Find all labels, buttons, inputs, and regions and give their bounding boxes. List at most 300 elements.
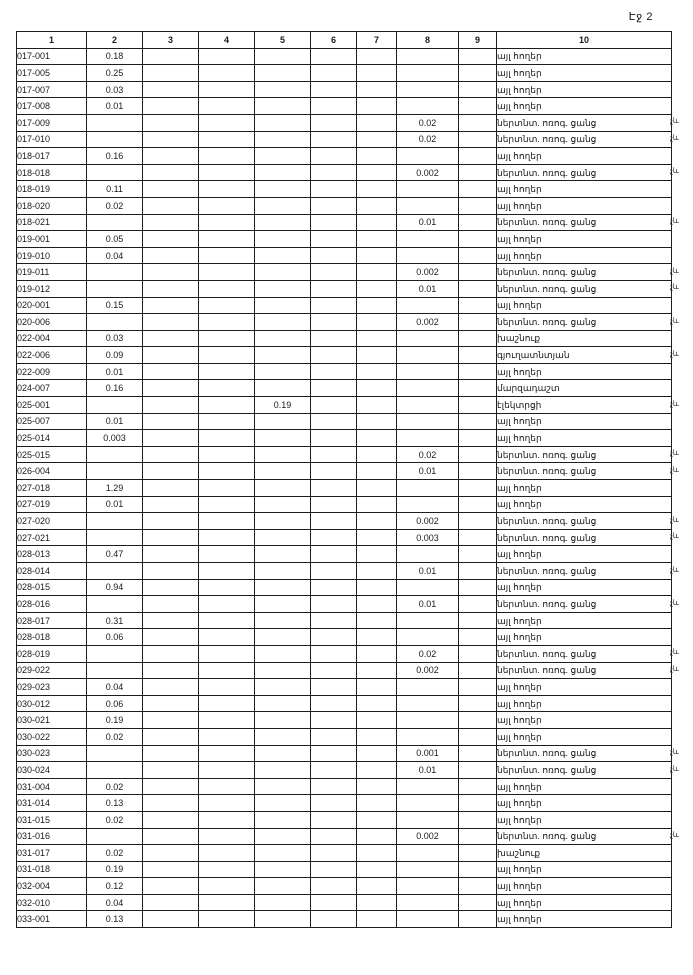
- cell-col8: 0.01: [397, 463, 459, 480]
- cell-landuse-name: այլ հողեր: [497, 81, 672, 98]
- cell-col7: [357, 894, 397, 911]
- cell-code: 025-015: [17, 446, 87, 463]
- cell-code: 022-009: [17, 363, 87, 380]
- table-row: [17, 131, 672, 148]
- cell-col3: [143, 563, 199, 580]
- cell-code: 027-021: [17, 529, 87, 546]
- cell-col5: [255, 264, 311, 281]
- cell-col7: [357, 380, 397, 397]
- cell-col4: [199, 430, 255, 447]
- cell-col7: [357, 679, 397, 696]
- cell-col5: [255, 164, 311, 181]
- table-row: [17, 778, 672, 795]
- cell-landuse-name: խաշնուք: [497, 330, 672, 347]
- cell-col5: [255, 148, 311, 165]
- cell-col6: [311, 397, 357, 414]
- cell-code: 017-005: [17, 65, 87, 82]
- cell-landuse-name: ներտնտ. ոռոգ. ցանց: [497, 596, 672, 613]
- cell-col2: 0.02: [87, 728, 143, 745]
- cell-col4: [199, 413, 255, 430]
- cell-col2: 0.13: [87, 911, 143, 928]
- cell-col5: [255, 596, 311, 613]
- cell-col9: [459, 380, 497, 397]
- cell-col7: [357, 612, 397, 629]
- cell-col9: [459, 762, 497, 779]
- cell-col9: [459, 513, 497, 530]
- cell-col6: [311, 579, 357, 596]
- table-row: [17, 811, 672, 828]
- cell-landuse-name: այլ հողեր: [497, 297, 672, 314]
- cell-landuse-name: այլ հողեր: [497, 811, 672, 828]
- cell-col3: [143, 762, 199, 779]
- cell-col9: [459, 728, 497, 745]
- cell-col6: [311, 795, 357, 812]
- cell-landuse-name: ներտնտ. ոռոգ. ցանց: [497, 446, 672, 463]
- cell-col4: [199, 280, 255, 297]
- cell-col8: [397, 81, 459, 98]
- cell-col7: [357, 596, 397, 613]
- cell-landuse-name: ներտնտ. ոռոգ. ցանց: [497, 314, 672, 331]
- cell-landuse-name: այլ հողեր: [497, 231, 672, 248]
- cell-col7: [357, 164, 397, 181]
- table-row: [17, 645, 672, 662]
- cell-col7: [357, 280, 397, 297]
- cell-col3: [143, 81, 199, 98]
- cell-col6: [311, 197, 357, 214]
- table-header-row: [17, 32, 672, 49]
- cell-col8: 0.002: [397, 828, 459, 845]
- cell-code: 018-020: [17, 197, 87, 214]
- cell-col5: [255, 645, 311, 662]
- cell-col5: [255, 861, 311, 878]
- cell-col5: [255, 546, 311, 563]
- cell-col3: [143, 579, 199, 596]
- cell-col2: 0.47: [87, 546, 143, 563]
- cell-col2: 0.19: [87, 712, 143, 729]
- cell-col8: 0.01: [397, 563, 459, 580]
- cell-col5: [255, 347, 311, 364]
- margin-note: չև: [670, 133, 679, 143]
- cell-col7: [357, 662, 397, 679]
- cell-col2: [87, 164, 143, 181]
- cell-col2: [87, 397, 143, 414]
- cell-col6: [311, 878, 357, 895]
- cell-col5: [255, 745, 311, 762]
- cell-landuse-name: այլ հողեր: [497, 695, 672, 712]
- cell-col9: [459, 181, 497, 198]
- cell-col3: [143, 811, 199, 828]
- cell-col9: [459, 363, 497, 380]
- cell-code: 030-021: [17, 712, 87, 729]
- cell-col2: [87, 645, 143, 662]
- cell-col4: [199, 712, 255, 729]
- cell-code: 032-004: [17, 878, 87, 895]
- cell-col4: [199, 546, 255, 563]
- cell-col6: [311, 363, 357, 380]
- cell-col8: 0.002: [397, 164, 459, 181]
- cell-col8: [397, 811, 459, 828]
- cell-code: 030-023: [17, 745, 87, 762]
- table-row: [17, 98, 672, 115]
- cell-col9: [459, 330, 497, 347]
- table-row: [17, 695, 672, 712]
- cell-col4: [199, 81, 255, 98]
- cell-col5: [255, 911, 311, 928]
- table-row: [17, 164, 672, 181]
- cell-col6: [311, 695, 357, 712]
- cell-col4: [199, 181, 255, 198]
- cell-col7: [357, 397, 397, 414]
- cell-col6: [311, 413, 357, 430]
- cell-col8: [397, 48, 459, 65]
- cell-col4: [199, 811, 255, 828]
- cell-landuse-name: ներտնտ. ոռոգ. ցանց: [497, 662, 672, 679]
- cell-col4: [199, 529, 255, 546]
- cell-landuse-name: այլ հողեր: [497, 911, 672, 928]
- table-row: [17, 579, 672, 596]
- cell-col9: [459, 48, 497, 65]
- cell-col7: [357, 197, 397, 214]
- cell-code: 019-010: [17, 247, 87, 264]
- cell-col4: [199, 347, 255, 364]
- cell-col4: [199, 745, 255, 762]
- cell-col6: [311, 81, 357, 98]
- cell-col4: [199, 845, 255, 862]
- margin-note: չև: [670, 763, 679, 773]
- cell-col5: [255, 778, 311, 795]
- cell-col9: [459, 712, 497, 729]
- cell-landuse-name: խաշնուք: [497, 845, 672, 862]
- cell-code: 030-022: [17, 728, 87, 745]
- cell-col4: [199, 662, 255, 679]
- cell-landuse-name: այլ հողեր: [497, 894, 672, 911]
- cell-col5: [255, 446, 311, 463]
- table-row: [17, 596, 672, 613]
- cell-col2: [87, 446, 143, 463]
- cell-col2: [87, 529, 143, 546]
- margin-note: չև: [670, 647, 679, 657]
- cell-col8: 0.02: [397, 114, 459, 131]
- cell-col9: [459, 297, 497, 314]
- cell-col3: [143, 231, 199, 248]
- cell-col6: [311, 446, 357, 463]
- cell-col4: [199, 131, 255, 148]
- cell-col7: [357, 131, 397, 148]
- cell-col5: [255, 662, 311, 679]
- cell-col6: [311, 911, 357, 928]
- cell-col2: 0.01: [87, 496, 143, 513]
- table-row: [17, 314, 672, 331]
- cell-code: 019-001: [17, 231, 87, 248]
- cell-col4: [199, 164, 255, 181]
- cell-col3: [143, 695, 199, 712]
- cell-col7: [357, 563, 397, 580]
- cell-landuse-name: այլ հողեր: [497, 795, 672, 812]
- cell-landuse-name: էլեկտրցի: [497, 397, 672, 414]
- cell-col4: [199, 911, 255, 928]
- cell-col9: [459, 828, 497, 845]
- cell-code: 028-019: [17, 645, 87, 662]
- cell-col2: [87, 280, 143, 297]
- cell-col6: [311, 596, 357, 613]
- cell-col9: [459, 65, 497, 82]
- cell-col2: 0.16: [87, 380, 143, 397]
- cell-col2: 0.15: [87, 297, 143, 314]
- cell-col5: [255, 297, 311, 314]
- column-header-3: 3: [143, 32, 199, 49]
- cell-code: 031-014: [17, 795, 87, 812]
- margin-note: չև: [670, 265, 679, 275]
- cell-code: 025-007: [17, 413, 87, 430]
- cell-col6: [311, 728, 357, 745]
- cell-col3: [143, 745, 199, 762]
- cell-col2: 0.25: [87, 65, 143, 82]
- cell-col4: [199, 563, 255, 580]
- cell-code: 029-023: [17, 679, 87, 696]
- cell-col5: [255, 728, 311, 745]
- cell-col2: 0.94: [87, 579, 143, 596]
- cell-col8: [397, 546, 459, 563]
- table-row: [17, 363, 672, 380]
- cell-col5: [255, 762, 311, 779]
- cell-col5: [255, 131, 311, 148]
- cell-col6: [311, 330, 357, 347]
- cell-landuse-name: ներտնտ. ոռոգ. ցանց: [497, 513, 672, 530]
- column-header-2: 2: [87, 32, 143, 49]
- cell-col3: [143, 845, 199, 862]
- cell-landuse-name: ներտնտ. ոռոգ. ցանց: [497, 762, 672, 779]
- cell-code: 027-018: [17, 480, 87, 497]
- cell-code: 019-011: [17, 264, 87, 281]
- cell-col2: 0.02: [87, 778, 143, 795]
- cell-col8: [397, 430, 459, 447]
- cell-code: 029-022: [17, 662, 87, 679]
- cell-col4: [199, 264, 255, 281]
- margin-note: չև: [670, 464, 679, 474]
- cell-landuse-name: այլ հողեր: [497, 480, 672, 497]
- cell-col6: [311, 811, 357, 828]
- cell-col6: [311, 463, 357, 480]
- cell-col8: 0.01: [397, 280, 459, 297]
- cell-col7: [357, 463, 397, 480]
- cell-code: 022-004: [17, 330, 87, 347]
- cell-col7: [357, 98, 397, 115]
- cell-col7: [357, 529, 397, 546]
- table-row: [17, 413, 672, 430]
- cell-col7: [357, 413, 397, 430]
- cell-col5: 0.19: [255, 397, 311, 414]
- table-row: [17, 513, 672, 530]
- cell-col4: [199, 65, 255, 82]
- cell-col3: [143, 662, 199, 679]
- cell-col5: [255, 679, 311, 696]
- table-row: [17, 480, 672, 497]
- cell-col4: [199, 629, 255, 646]
- cell-col7: [357, 645, 397, 662]
- cell-col2: [87, 513, 143, 530]
- cell-col4: [199, 48, 255, 65]
- table-row: [17, 81, 672, 98]
- cell-col4: [199, 762, 255, 779]
- cell-col9: [459, 563, 497, 580]
- cell-landuse-name: այլ հողեր: [497, 679, 672, 696]
- table-row: [17, 446, 672, 463]
- margin-note: չև: [670, 597, 679, 607]
- cell-col6: [311, 894, 357, 911]
- cell-col6: [311, 546, 357, 563]
- cell-col6: [311, 164, 357, 181]
- cell-code: 018-018: [17, 164, 87, 181]
- cell-code: 032-010: [17, 894, 87, 911]
- cell-col5: [255, 894, 311, 911]
- cell-col4: [199, 679, 255, 696]
- cell-col3: [143, 629, 199, 646]
- cell-col3: [143, 463, 199, 480]
- cell-col8: [397, 579, 459, 596]
- cell-col3: [143, 363, 199, 380]
- cell-col7: [357, 778, 397, 795]
- cell-col9: [459, 347, 497, 364]
- cell-col5: [255, 48, 311, 65]
- table-row: [17, 828, 672, 845]
- cell-col4: [199, 894, 255, 911]
- cell-col2: 0.12: [87, 878, 143, 895]
- cell-col5: [255, 181, 311, 198]
- cell-col2: 0.01: [87, 413, 143, 430]
- cell-col6: [311, 148, 357, 165]
- cell-col8: 0.02: [397, 131, 459, 148]
- cell-col2: [87, 563, 143, 580]
- cell-code: 017-009: [17, 114, 87, 131]
- cell-col2: [87, 745, 143, 762]
- table-row: [17, 712, 672, 729]
- cell-col8: [397, 695, 459, 712]
- cell-col6: [311, 645, 357, 662]
- cell-col5: [255, 629, 311, 646]
- cell-col7: [357, 745, 397, 762]
- cell-col2: 0.19: [87, 861, 143, 878]
- cell-col7: [357, 314, 397, 331]
- cell-col6: [311, 297, 357, 314]
- cell-col9: [459, 629, 497, 646]
- cell-col9: [459, 496, 497, 513]
- cell-col7: [357, 330, 397, 347]
- cell-col9: [459, 845, 497, 862]
- cell-col8: [397, 795, 459, 812]
- cell-col3: [143, 380, 199, 397]
- table-row: [17, 347, 672, 364]
- cell-col7: [357, 579, 397, 596]
- cell-col9: [459, 214, 497, 231]
- cell-col2: 0.11: [87, 181, 143, 198]
- cell-landuse-name: ներտնտ. ոռոգ. ցանց: [497, 645, 672, 662]
- cell-col9: [459, 231, 497, 248]
- table-row: [17, 795, 672, 812]
- cell-col6: [311, 430, 357, 447]
- cell-col5: [255, 81, 311, 98]
- cell-code: 028-018: [17, 629, 87, 646]
- cell-col5: [255, 612, 311, 629]
- cell-col4: [199, 197, 255, 214]
- cell-col6: [311, 629, 357, 646]
- cell-col7: [357, 114, 397, 131]
- cell-code: 030-024: [17, 762, 87, 779]
- cell-col3: [143, 264, 199, 281]
- margin-note: չև: [670, 747, 679, 757]
- table-body: [17, 48, 672, 927]
- cell-col4: [199, 148, 255, 165]
- cell-col8: 0.002: [397, 513, 459, 530]
- cell-col9: [459, 645, 497, 662]
- cell-col2: 0.003: [87, 430, 143, 447]
- cell-col8: [397, 330, 459, 347]
- cell-col6: [311, 231, 357, 248]
- cell-code: 024-007: [17, 380, 87, 397]
- table-row: [17, 612, 672, 629]
- cell-col8: [397, 480, 459, 497]
- cell-col6: [311, 563, 357, 580]
- cell-col8: 0.002: [397, 662, 459, 679]
- cell-col7: [357, 363, 397, 380]
- cell-landuse-name: գյուղատնտյան: [497, 347, 672, 364]
- cell-col9: [459, 878, 497, 895]
- cell-col6: [311, 513, 357, 530]
- cell-col5: [255, 513, 311, 530]
- cell-col5: [255, 695, 311, 712]
- cell-col9: [459, 795, 497, 812]
- table-row: [17, 397, 672, 414]
- table-row: [17, 861, 672, 878]
- cell-col4: [199, 231, 255, 248]
- cell-col8: [397, 778, 459, 795]
- cell-code: 017-010: [17, 131, 87, 148]
- cell-landuse-name: ներտնտ. ոռոգ. ցանց: [497, 114, 672, 131]
- cell-col8: [397, 181, 459, 198]
- cell-col8: [397, 297, 459, 314]
- cell-col7: [357, 695, 397, 712]
- cell-col5: [255, 496, 311, 513]
- cell-col7: [357, 629, 397, 646]
- cell-landuse-name: այլ հողեր: [497, 878, 672, 895]
- cell-col8: [397, 347, 459, 364]
- cell-landuse-name: այլ հողեր: [497, 778, 672, 795]
- cell-col5: [255, 878, 311, 895]
- table-row: [17, 48, 672, 65]
- table-row: [17, 148, 672, 165]
- cell-col9: [459, 430, 497, 447]
- cell-col7: [357, 712, 397, 729]
- cell-col3: [143, 828, 199, 845]
- cell-col9: [459, 247, 497, 264]
- margin-note: չև: [670, 216, 679, 226]
- cell-col3: [143, 513, 199, 530]
- cell-col7: [357, 231, 397, 248]
- cell-col9: [459, 679, 497, 696]
- cell-landuse-name: մարզադաշտ: [497, 380, 672, 397]
- table-row: [17, 679, 672, 696]
- cell-col3: [143, 314, 199, 331]
- cell-col7: [357, 148, 397, 165]
- cell-col6: [311, 181, 357, 198]
- cell-code: 025-001: [17, 397, 87, 414]
- cell-col3: [143, 861, 199, 878]
- cell-col4: [199, 363, 255, 380]
- cell-col8: 0.002: [397, 264, 459, 281]
- cell-col3: [143, 430, 199, 447]
- cell-col3: [143, 197, 199, 214]
- cell-col5: [255, 712, 311, 729]
- cell-col2: [87, 314, 143, 331]
